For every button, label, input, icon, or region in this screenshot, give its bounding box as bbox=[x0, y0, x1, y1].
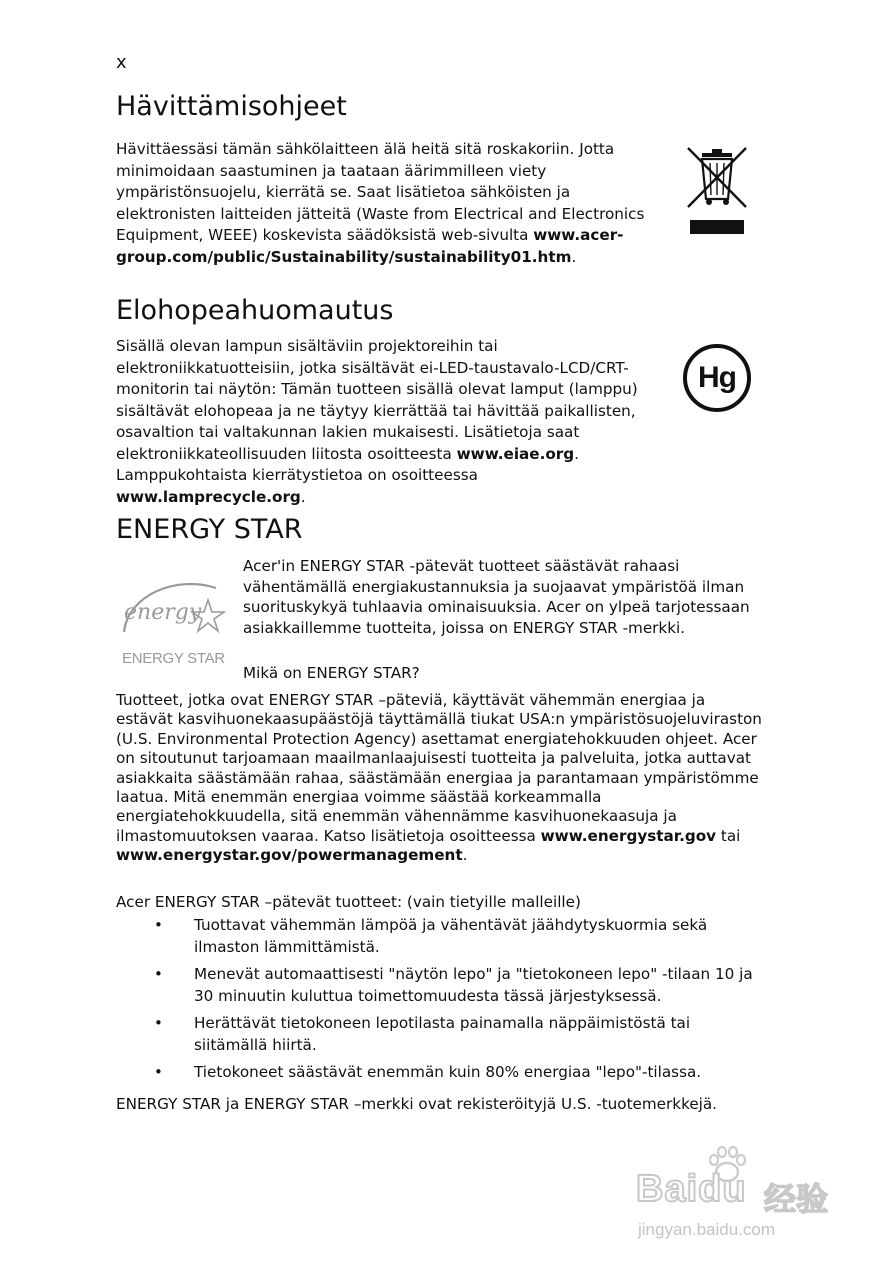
energy-star-body: Tuotteet, jotka ovat ENERGY STAR –päteviä, käyttävät vähemmän energiaa ja estävät kasvihuonekaasupäästöjä täyttämällä tiukat USA:n ympäristösuojeluviraston (U.S. Environmental Protection Agency) asettamat energiatehokkuuden ohjeet. Acer on sitoutunut tarjoamaan maailmanlaajuisesti tuotteita ja palveluita, jotka auttavat asiakkaita säästämään rahaa, säästämään energiaa ja parantamaan ympäristömme laatua. Mitä enemmän energiaa voimme säästää korkeammalla energiatehokkuudella, sitä enemmän vähennämme kasvihuonekaasuja ja ilmastomuutoksen vaaraa. Katso lisätietoja osoitteessa www.energystar.gov tai www.energystar.gov/powermanagement. bbox=[116, 691, 762, 865]
watermark-url: jingyan.baidu.com bbox=[638, 1220, 776, 1239]
weee-crossed-bin-icon bbox=[682, 143, 752, 238]
bullet-icon: • bbox=[154, 1063, 163, 1081]
lamprecycle-link[interactable]: www.lamprecycle.org bbox=[116, 487, 301, 506]
features-intro: Acer ENERGY STAR –pätevät tuotteet: (vain tietyille malleille) bbox=[116, 893, 581, 911]
features-list bbox=[116, 914, 766, 1088]
eiae-link[interactable]: www.eiae.org bbox=[456, 444, 575, 463]
mercury-hg-icon: Hg bbox=[683, 344, 751, 412]
mercury-paragraph: Sisällä olevan lampun sisältäviin projektoreihin tai elektroniikkatuotteisiin, jotka sisältävät ei-LED-taustavalo-LCD/CRT-monitorin tai näytön: Tämän tuotteen sisällä olevat lamput (lamppu) sisältävät elohopeaa ja ne täytyy kierrättää tai hävittää paikallisten, osavaltion tai valtakunnan lakien mukaisesti. Lisätietoja saat elektroniikkateollisuuden liitosta osoitteesta www.eiae.org. Lamppukohtaista kierrätystietoa on osoitteessa www.lamprecycle.org. bbox=[116, 337, 638, 506]
energy-star-heading: ENERGY STAR bbox=[116, 514, 303, 545]
disposal-heading: Hävittämisohjeet bbox=[116, 91, 347, 122]
disposal-link[interactable]: www.acer-group.com/public/Sustainability/sustainability01.htm bbox=[116, 226, 624, 266]
bullet-icon: • bbox=[154, 916, 163, 934]
watermark-brand: Baidu bbox=[636, 1168, 747, 1210]
energy-star-intro: Acer'in ENERGY STAR -pätevät tuotteet säästävät rahaasi vähentämällä energiakustannuksia ja suojaavat ympäristöä ilman suorituskykyä tuhlaavia ominaisuuksia. Acer on ylpeä tarjotessaan asiakkaillemme tuotteita, joissa on ENERGY STAR -merkki. bbox=[243, 557, 750, 637]
energy-star-logo bbox=[116, 570, 234, 678]
bullet-icon: • bbox=[154, 1014, 163, 1032]
trademark-note: ENERGY STAR ja ENERGY STAR –merkki ovat rekisteröityjä U.S. -tuotemerkkejä. bbox=[116, 1095, 718, 1113]
page-number: x bbox=[116, 52, 127, 73]
list-item: • Herättävät tietokoneen lepotilasta painamalla näppäimistöstä tai siitämällä hiirtä. bbox=[154, 1014, 691, 1054]
energy-star-question: Mikä on ENERGY STAR? bbox=[243, 664, 420, 682]
energystar-gov-link[interactable]: www.energystar.gov bbox=[540, 826, 717, 845]
energy-star-script: energy bbox=[124, 600, 202, 625]
list-item: • Menevät automaattisesti "näytön lepo" ja "tietokoneen lepo" -tilaan 10 ja 30 minuutin kuluttua toimettomuudesta tässä järjestyksessä. bbox=[154, 965, 753, 1005]
bullet-icon: • bbox=[154, 965, 163, 983]
list-item: • Tietokoneet säästävät enemmän kuin 80% energiaa "lepo"-tilassa. bbox=[154, 1063, 702, 1081]
energy-star-logo-label: ENERGY STAR bbox=[122, 650, 225, 667]
baidu-watermark bbox=[632, 1140, 852, 1250]
mercury-heading: Elohopeahuomautus bbox=[116, 295, 394, 326]
energystar-powermanagement-link[interactable]: www.energystar.gov/powermanagement bbox=[116, 846, 463, 865]
list-item: • Tuottavat vähemmän lämpöä ja vähentävät jäähdytyskuormia sekä ilmaston lämmittämistä. bbox=[154, 916, 708, 956]
disposal-paragraph: Hävittäessäsi tämän sähkölaitteen älä heitä sitä roskakoriin. Jotta minimoidaan saastuminen ja taataan äärimmilleen viety ympäristönsuojelu, kierrätä se. Saat lisätietoa sähköisten ja elektronisten laitteiden jätteitä (Waste from Electrical and Electronics Equipment, WEEE) koskevista säädöksistä web-sivulta www.acer-group.com/public/Sustainability/sustainability01.htm. bbox=[116, 140, 645, 266]
watermark-cn: 经验 bbox=[764, 1180, 829, 1218]
